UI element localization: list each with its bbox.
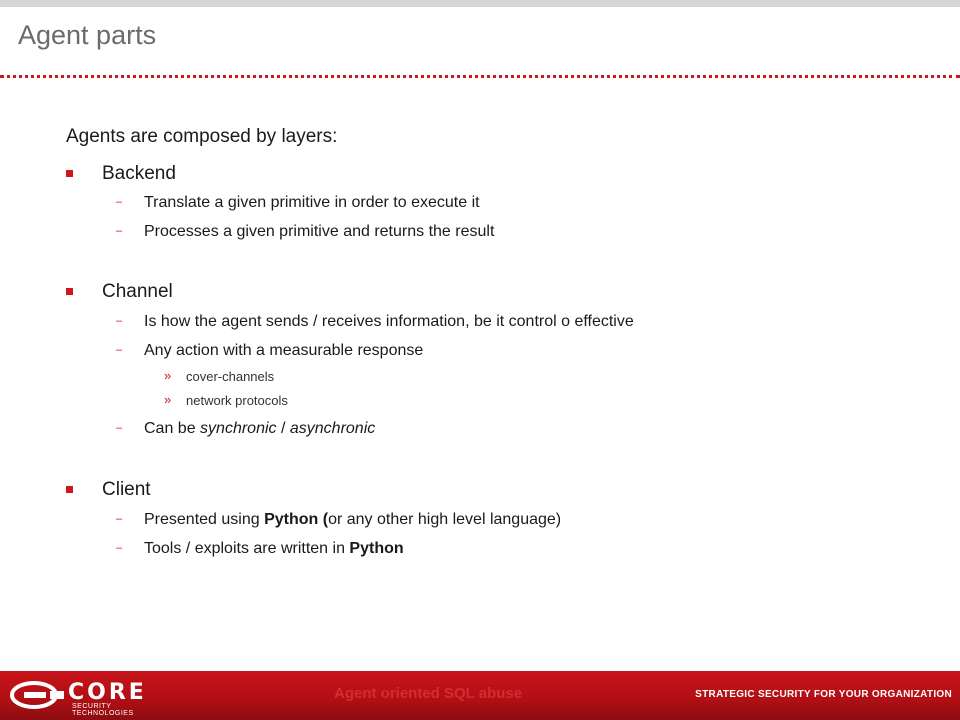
sub-bullet-text: [144, 540, 404, 558]
sub-sub-bullet-text: network protocols: [186, 393, 288, 408]
dash-bullet-icon: –: [116, 225, 123, 237]
dash-bullet-icon: –: [116, 344, 123, 356]
text-run: or any other high level language): [328, 511, 562, 528]
core-logo-icon: [10, 679, 64, 711]
sub-bullet-text: Translate a given primitive in order to execute it: [144, 194, 480, 211]
sub-bullet-text: Is how the agent sends / receives information, be it control o effective: [144, 313, 634, 330]
bullet-label: Backend: [102, 163, 176, 184]
sub-sub-bullet-text: cover-channels: [186, 369, 275, 384]
dash-bullet-icon: –: [116, 315, 123, 327]
sub-bullet-text: [144, 420, 375, 438]
text-run: /: [276, 420, 290, 437]
bullet-label: Channel: [102, 281, 173, 302]
title-divider: [0, 75, 960, 78]
presentation-title: Agent oriented SQL abuse: [334, 685, 523, 702]
raquo-bullet-icon: »: [164, 392, 172, 407]
square-bullet-icon: [66, 288, 73, 295]
raquo-bullet-icon: »: [164, 368, 172, 383]
sub-bullet-text: Any action with a measurable response: [144, 342, 424, 359]
text-run: Presented using: [144, 511, 265, 528]
slide-title: Agent parts: [18, 20, 157, 50]
top-bar: [0, 0, 960, 7]
logo-wordmark: CORE: [68, 680, 147, 705]
bold-term: Python (: [264, 511, 329, 528]
footer-bar: [0, 671, 960, 720]
italic-term: synchronic: [200, 420, 277, 437]
bold-term: Python: [349, 540, 404, 557]
square-bullet-icon: [66, 170, 73, 177]
dash-bullet-icon: –: [116, 542, 123, 554]
logo-subtext: SECURITY TECHNOLOGIES: [72, 703, 134, 717]
sub-bullet-text: Processes a given primitive and returns the result: [144, 223, 495, 240]
dash-bullet-icon: –: [116, 196, 123, 208]
dash-bullet-icon: –: [116, 422, 123, 434]
core-logo: [10, 679, 170, 717]
intro-text: Agents are composed by layers:: [66, 126, 338, 147]
footer-tagline: STRATEGIC SECURITY FOR YOUR ORGANIZATION: [695, 689, 952, 700]
italic-term: asynchronic: [289, 420, 376, 437]
square-bullet-icon: [66, 486, 73, 493]
text-run: Tools / exploits are written in: [144, 540, 350, 557]
dash-bullet-icon: –: [116, 513, 123, 525]
bullet-label: Client: [102, 479, 151, 500]
text-run: Can be: [144, 420, 201, 437]
sub-bullet-text: [144, 511, 561, 529]
